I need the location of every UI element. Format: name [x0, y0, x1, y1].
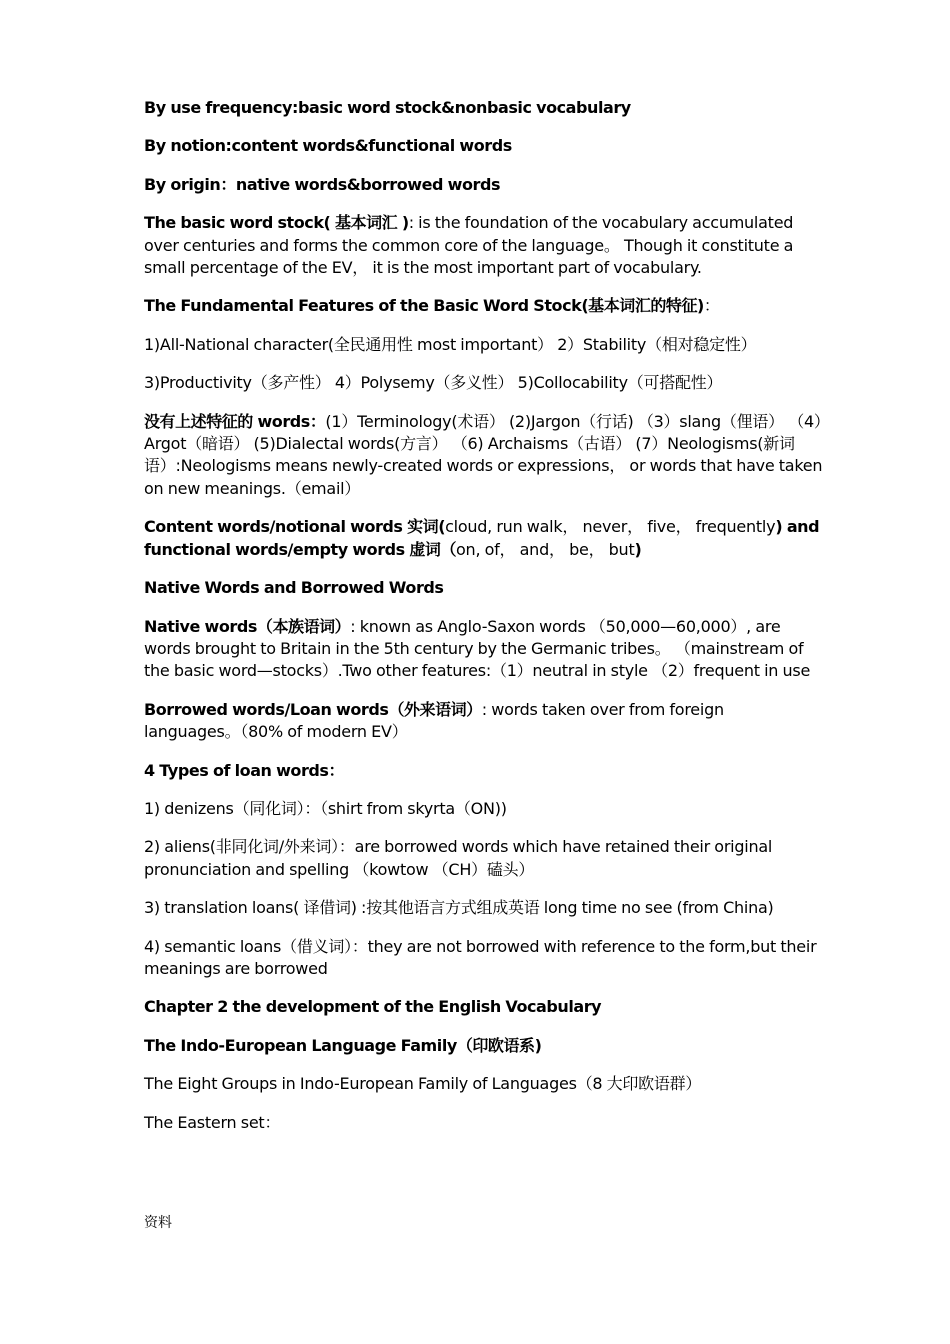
loan-type-aliens: 2) aliens(非同化词/外来词）：are borrowed words which have retained their original pronunciation and spelling （kowtow （CH）磕头） [144, 837, 773, 879]
loan-types-heading: 4 Types of loan words： [144, 760, 345, 780]
loan-type-semantic: 4) semantic loans（借义词）：they are not borrowed with reference to the form,but their meanings are borrowed [144, 936, 817, 978]
content-words-examples: cloud, run walk， never， five， frequently [445, 517, 776, 537]
non-basic-words-paragraph [144, 411, 824, 501]
native-borrowed-heading: Native Words and Borrowed Words [144, 578, 444, 598]
basic-word-stock-text: : is the foundation of the vocabulary accumulated over centuries and forms the common core of the language。 Though it constitute a small percentage of the EV， it is the most important part of vocabulary. [144, 213, 794, 278]
functional-words-examples: on, of， and， be， but [456, 539, 635, 559]
content-functional-words-paragraph [144, 516, 824, 561]
functional-words-term: ) and functional words/empty words 虚词（ [144, 517, 820, 559]
features-line-2: 3)Productivity（多产性） 4）Polysemy（多义性） 5)Collocability（可搭配性） [144, 373, 723, 393]
native-words-text: : known as Anglo-Saxon words （50,000—60,000）, are words brought to Britain in the 5th century by the Germanic tribes。 （mainstream of the basic word—stocks）.Two other features:（1）neutral in style （2）frequent in use [144, 616, 811, 681]
non-basic-words-text: (1）Terminology(术语） (2)Jargon（行话) （3）slang（俚语） （4）Argot（暗语） (5)Dialectal words(方言） （6) Archaisms（古语） (7）Neologisms(新词语）:Neologisms means newly-created words or expressions， or words that have taken on new meanings.（email） [144, 411, 823, 498]
native-words-term: Native words（本族语词） [144, 616, 351, 636]
basic-word-stock-definition [144, 212, 824, 279]
chapter-heading: Chapter 2 the development of the English Vocabulary [144, 997, 602, 1017]
fundamental-features-heading [144, 295, 824, 317]
indo-european-heading: The Indo-European Language Family（印欧语系) [144, 1035, 542, 1055]
classification-by-notion: By notion:content words&functional words [144, 136, 512, 156]
features-line-1: 1)All-National character(全民通用性 most important） 2）Stability（相对稳定性） [144, 334, 757, 354]
non-basic-words-term: 没有上述特征的 words： [144, 411, 326, 431]
native-words-paragraph [144, 616, 824, 683]
fundamental-features-colon: ： [703, 296, 720, 316]
document-body [144, 97, 824, 1150]
page-footer-label: 资料 [144, 1215, 172, 1231]
loan-type-denizens: 1) denizens（同化词）：（shirt from skyrta（ON)) [144, 798, 507, 818]
content-words-term: Content words/notional words 实词( [144, 517, 446, 537]
classification-by-origin: By origin：native words&borrowed words [144, 174, 501, 194]
borrowed-words-text: : words taken over from foreign languages。（80% of modern EV） [144, 699, 724, 742]
borrowed-words-paragraph [144, 699, 824, 744]
functional-words-close: ) [634, 539, 642, 559]
fundamental-features-title: The Fundamental Features of the Basic Word Stock(基本词汇的特征) [144, 296, 704, 316]
borrowed-words-term: Borrowed words/Loan words（外来语词） [144, 699, 482, 719]
loan-type-translation: 3) translation loans( 译借词) :按其他语言方式组成英语 long time no see (from China) [144, 898, 774, 918]
eight-groups-line: The Eight Groups in Indo-European Family of Languages（8 大印欧语群） [144, 1074, 702, 1094]
classification-by-frequency: By use frequency:basic word stock&nonbasic vocabulary [144, 98, 631, 117]
eastern-set-line: The Eastern set： [144, 1112, 281, 1132]
basic-word-stock-term: The basic word stock( 基本词汇 ) [144, 213, 409, 233]
